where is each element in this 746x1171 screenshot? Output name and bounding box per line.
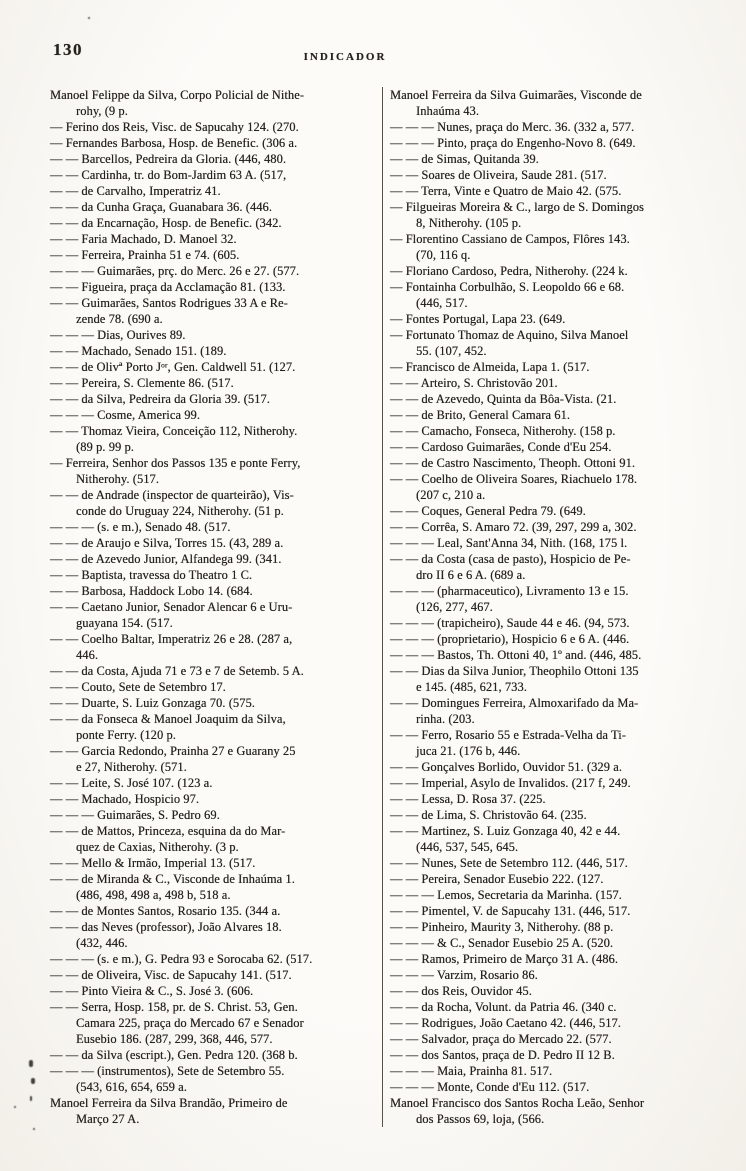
directory-line: — — de Oliveira, Visc. de Sapucahy 141. (517. [50, 968, 292, 982]
page-number: 130 [53, 40, 83, 59]
directory-columns [50, 87, 732, 1127]
directory-line: dro II 6 e 6 A. (689 a. [416, 568, 526, 582]
directory-line: — Filgueiras Moreira & C., largo de S. Domingos [390, 200, 644, 214]
directory-line: — — — Monte, Conde d'Eu 112. (517. [390, 1080, 590, 1094]
directory-line: — Francisco de Almeida, Lapa 1. (517. [390, 360, 590, 374]
directory-line: — Fortunato Thomaz de Aquino, Silva Manoel [390, 328, 629, 342]
directory-line: — — Terra, Vinte e Quatro de Maio 42. (575. [390, 184, 622, 198]
ink-speck [88, 17, 90, 19]
directory-line: — — da Costa (casa de pasto), Hospicio de Pe- [390, 552, 631, 566]
directory-line: — — Ramos, Primeiro de Março 31 A. (486. [390, 952, 619, 966]
directory-line: — — — Leal, Sant'Anna 34, Nith. (168, 175 l. [390, 536, 628, 550]
directory-line: — — — (trapicheiro), Saude 44 e 46. (94, 573. [390, 616, 630, 630]
directory-line: — — — (pharmaceutico), Livramento 13 e 15. [390, 584, 629, 598]
ink-speck [29, 1060, 33, 1067]
directory-line: — Fontainha Corbulhão, S. Leopoldo 66 e 68. [390, 280, 625, 294]
directory-line: — — Coques, General Pedra 79. (649. [390, 504, 586, 518]
directory-line: — — — (s. e m.), G. Pedra 93 e Sorocaba 62. (517. [50, 952, 313, 966]
directory-line: — — Salvador, praça do Mercado 22. (577. [390, 1032, 612, 1046]
directory-line: — — Cardinha, tr. do Bom-Jardim 63 A. (517, [50, 168, 287, 182]
directory-line: 446. [76, 648, 99, 662]
directory-line: — — Rodrigues, João Caetano 42. (446, 517. [390, 1016, 621, 1030]
directory-line: — — Couto, Sete de Setembro 17. [50, 680, 226, 694]
directory-line: Manoel Felippe da Silva, Corpo Policial de Nithe- [50, 88, 305, 102]
directory-line: — — Nunes, Sete de Setembro 112. (446, 517. [390, 856, 628, 870]
directory-line: — — de Olivª Porto Jᵒʳ, Gen. Caldwell 51. (127. [50, 360, 296, 374]
ink-speck [14, 1106, 16, 1108]
directory-line: — — da Silva (escript.), Gen. Pedra 120. (368 b. [50, 1048, 298, 1062]
ink-speck [33, 1128, 35, 1130]
directory-line: Março 27 A. [76, 1112, 140, 1126]
directory-line: — — — & C., Senador Eusebio 25 A. (520. [390, 936, 614, 950]
directory-line: — — — Guimarães, prç. do Merc. 26 e 27. (577. [50, 264, 300, 278]
directory-line: (432, 446. [76, 936, 128, 950]
directory-line: — — Pereira, S. Clemente 86. (517. [50, 376, 234, 390]
directory-line: (446, 537, 545, 645. [416, 840, 519, 854]
left-column [50, 87, 380, 1127]
directory-line: (70, 116 q. [416, 248, 471, 262]
directory-line: juca 21. (176 b, 446. [416, 744, 521, 758]
directory-line: dos Passos 69, loja, (566. [416, 1112, 545, 1126]
page-title: INDICADOR [303, 51, 387, 63]
directory-line: — — — (s. e m.), Senado 48. (517. [50, 520, 231, 534]
directory-line: — — Imperial, Asylo de Invalidos. (217 f, 249. [390, 776, 631, 790]
directory-line: — — Pimentel, V. de Sapucahy 131. (446, 517. [390, 904, 631, 918]
directory-line: — Florentino Cassiano de Campos, Flôres 143. [390, 232, 630, 246]
directory-line: — — Pinto Vieira & C., S. José 3. (606. [50, 984, 254, 998]
directory-line: — — Guimarães, Santos Rodrigues 33 A e Re- [50, 296, 288, 310]
directory-line: — Fernandes Barbosa, Hosp. de Benefic. (306 a. [50, 136, 298, 150]
directory-line: — — — (instrumentos), Sete de Setembro 55. [50, 1064, 285, 1078]
directory-line: — — dos Santos, praça de D. Pedro II 12 B. [390, 1048, 615, 1062]
directory-line: — — Coelho Baltar, Imperatriz 26 e 28. (287 a, [50, 632, 293, 646]
directory-line: — — da Fonseca & Manoel Joaquim da Silva, [50, 712, 286, 726]
directory-line: — — da Costa, Ajuda 71 e 73 e 7 de Setemb. 5 A. [50, 664, 304, 678]
directory-line: — — Machado, Senado 151. (189. [50, 344, 227, 358]
directory-line: — — — Maia, Prainha 81. 517. [390, 1064, 553, 1078]
directory-line: — — de Araujo e Silva, Torres 15. (43, 289 a. [50, 536, 284, 550]
directory-line: (446, 517. [416, 296, 468, 310]
directory-line: (543, 616, 654, 659 a. [76, 1080, 187, 1094]
directory-line: — Ferino dos Reis, Visc. de Sapucahy 124. (270. [50, 120, 299, 134]
directory-line: Inhaúma 43. [416, 104, 480, 118]
directory-line: — — dos Reis, Ouvidor 45. [390, 984, 532, 998]
directory-line: — — Figueira, praça da Acclamação 81. (133. [50, 280, 286, 294]
directory-line: — — de Azevedo Junior, Alfandega 99. (341. [50, 552, 282, 566]
ink-speck [31, 1078, 35, 1084]
directory-line: rinha. (203. [416, 712, 475, 726]
directory-line: — — — Cosme, America 99. [50, 408, 201, 422]
directory-line: Manoel Ferreira da Silva Brandão, Primeiro de [50, 1096, 288, 1110]
directory-line: — — Lessa, D. Rosa 37. (225. [390, 792, 546, 806]
directory-line: — — Corrêa, S. Amaro 72. (39, 297, 299 a, 302. [390, 520, 637, 534]
directory-line: — — Thomaz Vieira, Conceição 112, Nitherohy. [50, 424, 298, 438]
directory-line: — Fontes Portugal, Lapa 23. (649. [390, 312, 566, 326]
directory-line: Manoel Francisco dos Santos Rocha Leão, Senhor [390, 1096, 645, 1110]
directory-line: — — de Brito, General Camara 61. [390, 408, 571, 422]
directory-line: — — de Lima, S. Christovão 64. (235. [390, 808, 587, 822]
directory-line: — — — (proprietario), Hospicio 6 e 6 A. (446. [390, 632, 630, 646]
directory-line: — — da Rocha, Volunt. da Patria 46. (340 c. [390, 1000, 617, 1014]
directory-line: — — — Guimarães, S. Pedro 69. [50, 808, 220, 822]
directory-line: — — Domingues Ferreira, Almoxarifado da Ma- [390, 696, 639, 710]
directory-line: — — Mello & Irmão, Imperial 13. (517. [50, 856, 256, 870]
right-column [383, 87, 732, 1127]
directory-line: — — Ferreira, Prainha 51 e 74. (605. [50, 248, 240, 262]
directory-line: guayana 154. (517. [76, 616, 173, 630]
directory-line: — — Dias da Silva Junior, Theophilo Ottoni 135 [390, 664, 639, 678]
directory-line: — — das Neves (professor), João Alvares 18. [50, 920, 282, 934]
directory-line: — — Machado, Hospicio 97. [50, 792, 200, 806]
directory-line: — — — Nunes, praça do Merc. 36. (332 a, 577. [390, 120, 635, 134]
directory-line: — Floriano Cardoso, Pedra, Nitherohy. (224 k. [390, 264, 628, 278]
directory-line: e 145. (485, 621, 733. [416, 680, 527, 694]
directory-line: (207 c, 210 a. [416, 488, 486, 502]
directory-line: — — Pinheiro, Maurity 3, Nitherohy. (88 p. [390, 920, 614, 934]
directory-line: — — da Encarnação, Hosp. de Benefic. (342. [50, 216, 282, 230]
directory-line: — — Pereira, Senador Eusebio 222. (127. [390, 872, 604, 886]
directory-line: — — Camacho, Fonseca, Nitherohy. (158 p. [390, 424, 616, 438]
directory-line: — — Coelho de Oliveira Soares, Riachuelo 178. [390, 472, 638, 486]
directory-line: — — Duarte, S. Luiz Gonzaga 70. (575. [50, 696, 255, 710]
directory-line: — — de Miranda & C., Visconde de Inhaúma 1. [50, 872, 295, 886]
directory-line: (126, 277, 467. [416, 600, 493, 614]
directory-line: — — de Carvalho, Imperatriz 41. [50, 184, 221, 198]
directory-line: Camara 225, praça do Mercado 67 e Senador [76, 1016, 304, 1030]
directory-line: 55. (107, 452. [416, 344, 487, 358]
directory-line: — — de Castro Nascimento, Theoph. Ottoni 91. [390, 456, 636, 470]
directory-line: — Ferreira, Senhor dos Passos 135 e ponte Ferry, [50, 456, 301, 470]
directory-line: conde do Uruguay 224, Nitherohy. (51 p. [76, 504, 284, 518]
directory-line: — — Serra, Hosp. 158, pr. de S. Christ. 53, Gen. [50, 1000, 298, 1014]
directory-line: — — de Montes Santos, Rosario 135. (344 a. [50, 904, 281, 918]
directory-line: Manoel Ferreira da Silva Guimarães, Visconde de [390, 88, 642, 102]
directory-line: e 27, Nitherohy. (571. [76, 760, 187, 774]
directory-line: — — Garcia Redondo, Prainha 27 e Guarany 25 [50, 744, 296, 758]
directory-line: — — de Andrade (inspector de quarteirão), Vis- [50, 488, 294, 502]
directory-line: quez de Caxias, Nitherohy. (3 p. [76, 840, 239, 854]
directory-line: — — da Cunha Graça, Guanabara 36. (446. [50, 200, 273, 214]
directory-line: (486, 498, 498 a, 498 b, 518 a. [76, 888, 231, 902]
directory-line: — — Faria Machado, D. Manoel 32. [50, 232, 237, 246]
directory-line: — — — Varzim, Rosario 86. [390, 968, 538, 982]
directory-line: — — Gonçalves Borlido, Ouvidor 51. (329 a. [390, 760, 623, 774]
directory-line: rohy, (9 p. [76, 104, 128, 118]
directory-line: — — Soares de Oliveira, Saude 281. (517. [390, 168, 607, 182]
directory-line: — — da Silva, Pedreira da Gloria 39. (517. [50, 392, 270, 406]
directory-line: — — de Simas, Quitanda 39. [390, 152, 539, 166]
directory-line: ponte Ferry. (120 p. [76, 728, 176, 742]
directory-line: — — — Pinto, praça do Engenho-Novo 8. (649. [390, 136, 636, 150]
directory-line: — — Caetano Junior, Senador Alencar 6 e Uru- [50, 600, 293, 614]
directory-line: — — Leite, S. José 107. (123 a. [50, 776, 213, 790]
directory-line: — — — Dias, Ourives 89. [50, 328, 186, 342]
ink-speck [30, 1096, 32, 1101]
directory-line: — — Ferro, Rosario 55 e Estrada-Velha da Ti- [390, 728, 626, 742]
directory-line: — — Baptista, travessa do Theatro 1 C. [50, 568, 253, 582]
directory-line: — — Martinez, S. Luiz Gonzaga 40, 42 e 44. [390, 824, 621, 838]
directory-line: — — Barbosa, Haddock Lobo 14. (684. [50, 584, 253, 598]
directory-line: Nitherohy. (517. [76, 472, 160, 486]
directory-line: (89 p. 99 p. [76, 440, 134, 454]
directory-line: — — de Azevedo, Quinta da Bôa-Vista. (21. [390, 392, 617, 406]
directory-line: — — Arteiro, S. Christovão 201. [390, 376, 558, 390]
directory-line: — — — Bastos, Th. Ottoni 40, 1º and. (446, 485. [390, 648, 642, 662]
directory-line: zende 78. (690 a. [76, 312, 163, 326]
directory-line: — — de Mattos, Princeza, esquina da do Mar- [50, 824, 286, 838]
directory-line: 8, Nitherohy. (105 p. [416, 216, 522, 230]
directory-line: — — Cardoso Guimarães, Conde d'Eu 254. [390, 440, 612, 454]
directory-line: — — — Lemos, Secretaria da Marinha. (157. [390, 888, 622, 902]
directory-line: — — Barcellos, Pedreira da Gloria. (446, 480. [50, 152, 287, 166]
directory-line: Eusebio 186. (287, 299, 368, 446, 577. [76, 1032, 273, 1046]
